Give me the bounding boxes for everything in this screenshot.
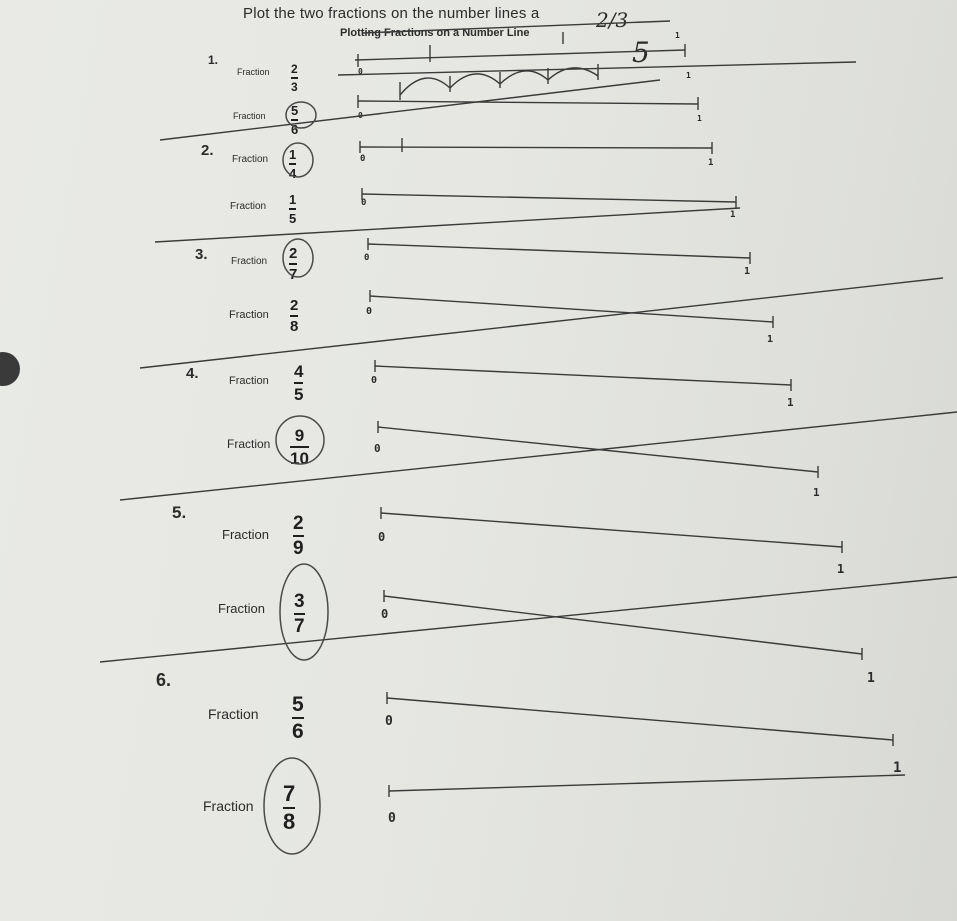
numerator: 4	[294, 362, 304, 381]
number-line	[381, 513, 842, 547]
numerator: 2	[289, 245, 298, 262]
numerator: 2	[291, 62, 298, 76]
number-line	[355, 50, 685, 60]
divider-line	[160, 80, 660, 140]
number-line-one-label: 1	[697, 114, 702, 123]
numerator: 9	[294, 426, 305, 445]
number-line-zero-label: 0	[358, 111, 363, 120]
problem-number-2: 2.	[201, 142, 214, 159]
number-line-zero-label: 0	[366, 306, 373, 317]
denominator: 6	[292, 720, 304, 743]
number-line	[375, 366, 791, 385]
numerator: 5	[292, 693, 304, 716]
denominator: 3	[291, 80, 298, 94]
fraction-label: Fraction	[233, 111, 266, 121]
fraction-label: Fraction	[232, 154, 269, 165]
fraction-label: Fraction	[229, 375, 269, 387]
number-line-one-label: 1	[813, 486, 820, 499]
fraction-label: Fraction	[208, 706, 259, 722]
numerator: 3	[294, 591, 305, 612]
number-line-zero-label: 0	[381, 607, 389, 621]
denominator: 8	[283, 809, 296, 834]
number-line-one-label: 1	[675, 31, 680, 40]
number-line	[384, 596, 862, 654]
number-line-zero-label: 0	[378, 530, 386, 544]
scribble-two-thirds: 2/3	[596, 8, 629, 32]
instructions-text: Plot the two fractions on the number lines a	[243, 5, 540, 22]
divider-line	[120, 412, 957, 500]
number-line-zero-label: 0	[385, 714, 393, 729]
divider-line	[140, 278, 943, 368]
number-line	[362, 21, 670, 33]
number-line-zero-label: 0	[364, 253, 370, 263]
denominator: 4	[289, 166, 297, 181]
number-line-one-label: 1	[686, 71, 691, 80]
denominator: 5	[294, 385, 304, 404]
divider-line	[338, 62, 856, 75]
number-line-one-label: 1	[893, 760, 902, 776]
numerator: 5	[291, 103, 299, 118]
problem-number-1: 1.	[208, 53, 219, 67]
fraction-label: Fraction	[229, 309, 269, 321]
numerator: 2	[290, 297, 299, 314]
fraction-label: Fraction	[231, 256, 268, 267]
number-line-zero-label: 0	[374, 442, 381, 455]
number-line-one-label: 1	[744, 266, 751, 277]
number-line-zero-label: 0	[358, 67, 363, 76]
number-line	[358, 101, 698, 104]
number-line-one-label: 1	[730, 210, 736, 220]
number-line-one-label: 1	[837, 562, 845, 576]
denominator: 7	[294, 616, 305, 637]
number-line-one-label: 1	[767, 334, 774, 345]
problem-number-5: 5.	[172, 503, 187, 522]
fraction-label: Fraction	[230, 201, 267, 212]
number-line	[370, 296, 773, 322]
number-line-one-label: 1	[787, 396, 794, 409]
number-line	[389, 775, 905, 791]
denominator: 10	[290, 449, 309, 468]
numerator: 7	[283, 781, 296, 806]
numerator: 2	[293, 513, 304, 534]
number-line	[360, 147, 712, 148]
number-line-one-label: 1	[708, 158, 714, 168]
number-line-zero-label: 0	[361, 198, 367, 208]
problem-number-4: 4.	[186, 365, 199, 382]
fraction-label: Fraction	[203, 798, 254, 814]
denominator: 8	[290, 318, 299, 335]
scribble-five: 5	[632, 36, 650, 69]
fraction-label: Fraction	[218, 601, 265, 616]
fraction-label: Fraction	[237, 67, 270, 77]
numerator: 1	[289, 147, 297, 162]
problem-number-6: 6.	[156, 670, 172, 690]
number-line-zero-label: 0	[371, 375, 378, 386]
number-line	[362, 194, 736, 202]
fraction-label: Fraction	[222, 527, 269, 542]
worksheet-title: Plotting Fractions on a Number Line	[340, 27, 530, 39]
problem-number-3: 3.	[195, 246, 208, 263]
divider-line	[155, 208, 740, 242]
denominator: 6	[291, 122, 299, 137]
number-line	[387, 698, 893, 740]
number-line-zero-label: 0	[360, 154, 366, 164]
denominator: 5	[289, 211, 297, 226]
fraction-label: Fraction	[227, 437, 271, 451]
denominator: 9	[293, 538, 304, 559]
numerator: 1	[289, 192, 297, 207]
denominator: 7	[289, 266, 298, 283]
number-line-one-label: 1	[867, 671, 875, 686]
number-line	[368, 244, 750, 258]
number-line-zero-label: 0	[388, 811, 396, 826]
